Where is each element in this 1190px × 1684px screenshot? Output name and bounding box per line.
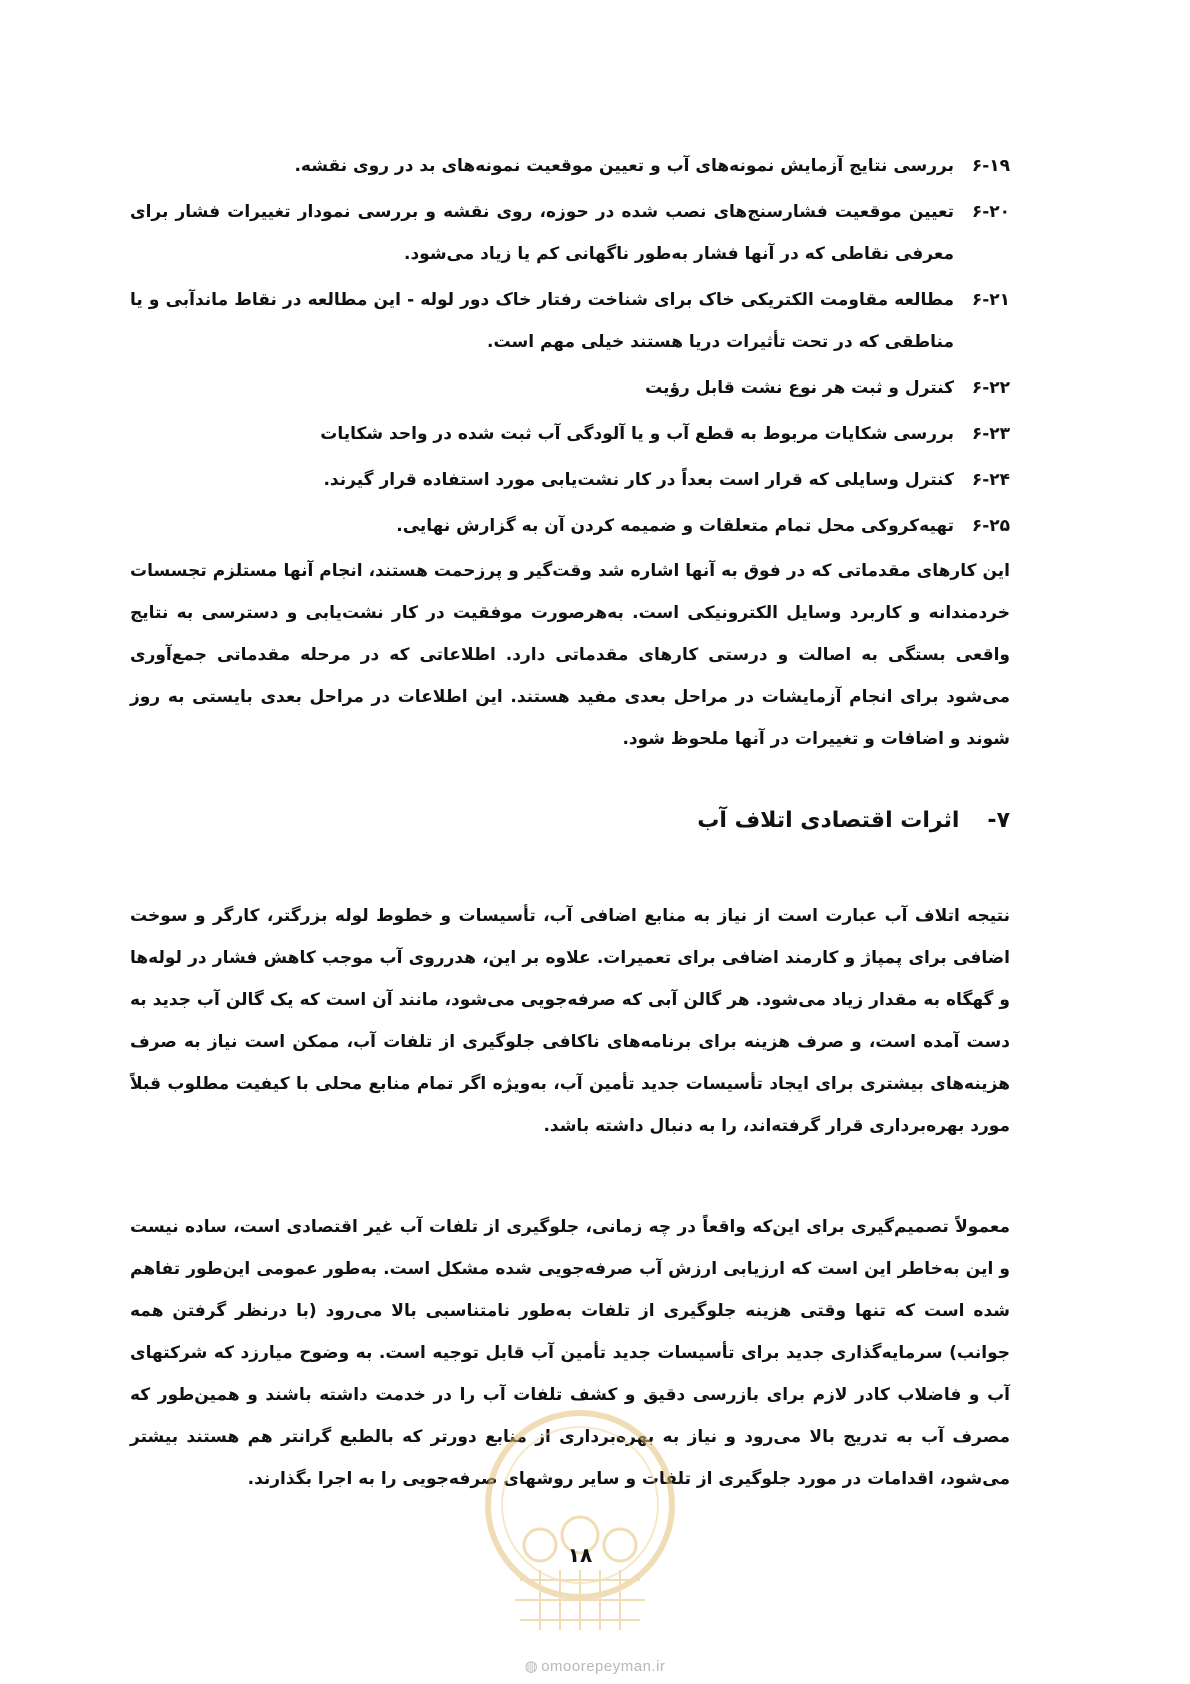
list-item-number: ۶-۲۴	[971, 470, 1010, 490]
list-item-number: ۶-۱۹	[971, 156, 1010, 176]
numbered-list	[130, 145, 1010, 551]
watermark-url	[0, 1657, 1190, 1675]
body-paragraph: معمولاً تصمیم‌گیری برای این‌که واقعاً در چه زمانی، جلوگیری از تلفات آب غیر اقتصادی است، ساده نیست و این به‌خاطر این است که ارزیابی ارزش آب صرفه‌جویی شده مشکل است. به‌طور عمومی این‌طور تفاهم شده است که تنها وقتی هزینه جلوگیری از تلفات به‌طور نامتناسبی بالا می‌رود (با درنظر گرفتن همه جوانب) سرمایه‌گذاری جدید برای تأسیسات جدید تأمین آب قابل توجیه است. به وضوح میارزد که شرکتهای آب و فاضلاب کادر لازم برای بازرسی دقیق و کشف تلفات آب را در خدمت داشته باشند و همین‌طور که مصرف آب به تدریج بالا می‌رود و نیاز به بهره‌برداری از منابع دورتر که بالطبع گرانتر هم هستند بیشتر می‌شود، اقدامات در مورد جلوگیری از تلفات و سایر روشهای صرفه‌جویی را به اجرا بگذارند.	[130, 1217, 1010, 1489]
watermark-logo	[480, 1395, 680, 1635]
list-item	[130, 191, 1010, 275]
list-item	[130, 413, 1010, 455]
list-item-text: تهیه‌کروکی محل تمام متعلقات و ضمیمه کردن آن به گزارش نهایی.	[396, 516, 954, 536]
list-item-text: بررسی نتایج آزمایش نمونه‌های آب و تعیین موقعیت نمونه‌های بد در روی نقشه.	[294, 156, 954, 176]
list-item	[130, 459, 1010, 501]
list-item-text: کنترل وسایلی که قرار است بعداً در کار نشت‌یابی مورد استفاده قرار گیرند.	[323, 470, 954, 490]
list-item	[130, 505, 1010, 547]
list-item-number: ۶-۲۱	[971, 290, 1010, 310]
section-heading	[697, 808, 1010, 833]
list-item-text: کنترل و ثبت هر نوع نشت قابل رؤیت	[645, 378, 954, 398]
list-item-number: ۶-۲۵	[971, 516, 1010, 536]
list-item-number: ۶-۲۳	[971, 424, 1010, 444]
section-number: ۷-	[987, 808, 1010, 833]
list-item-text: بررسی شکایات مربوط به قطع آب و یا آلودگی آب ثبت شده در واحد شکایات	[320, 424, 954, 444]
globe-icon: ◍	[524, 1658, 539, 1675]
list-item-text: تعیین موقعیت فشارسنج‌های نصب شده در حوزه، روی نقشه و بررسی نمودار تغییرات فشار برای معرفی نقاطی که در آنها فشار به‌طور ناگهانی کم یا زیاد می‌شود.	[130, 202, 954, 264]
list-item	[130, 367, 1010, 409]
intro-paragraph: این کارهای مقدماتی که در فوق به آنها اشاره شد وقت‌گیر و پرزحمت هستند، انجام آنها مستلزم تجسسات خردمندانه و کاربرد وسایل الکترونیکی است. به‌هرصورت موفقیت در کار نشت‌یابی و دسترسی به نتایج واقعی بستگی به اصالت و درستی کارهای مقدماتی دارد. اطلاعاتی که در مرحله مقدماتی جمع‌آوری می‌شود برای انجام آزمایشات در مراحل بعدی مفید هستند. این اطلاعات در مراحل بعدی بایستی به روز شوند و اضافات و تغییرات در آنها ملحوظ شود.	[130, 561, 1010, 749]
list-item-number: ۶-۲۰	[971, 202, 1010, 222]
list-item-number: ۶-۲۲	[971, 378, 1010, 398]
watermark-url-text: omoorepeyman.ir	[541, 1658, 666, 1675]
page-number: ۱۸	[567, 1543, 593, 1567]
body-paragraph: نتیجه اتلاف آب عبارت است از نیاز به منابع اضافی آب، تأسیسات و خطوط لوله بزرگتر، کارگر و سوخت اضافی برای پمپاژ و کارمند اضافی برای تعمیرات. علاوه بر این، هدرروی آب موجب کاهش فشار در لوله‌ها و گهگاه به مقدار زیاد می‌شود. هر گالن آبی که صرفه‌جویی می‌شود، مانند آن است که یک گالن آب جدید به دست آمده است، و صرف هزینه برای برنامه‌های ناکافی جلوگیری از تلفات آب، ممکن است نیاز به صرف هزینه‌های بیشتری برای ایجاد تأسیسات جدید تأمین آب، به‌ویژه اگر تمام منابع محلی با کیفیت مطلوب قبلاً مورد بهره‌برداری قرار گرفته‌اند، را به دنبال داشته باشد.	[130, 906, 1010, 1136]
section-title: اثرات اقتصادی اتلاف آب	[697, 808, 960, 833]
list-item-text: مطالعه مقاومت الکتریکی خاک برای شناخت رفتار خاک دور لوله - این مطالعه در نقاط ماندآبی و یا مناطقی که در تحت تأثیرات دریا هستند خیلی مهم است.	[130, 290, 954, 352]
list-item	[130, 145, 1010, 187]
list-item	[130, 279, 1010, 363]
